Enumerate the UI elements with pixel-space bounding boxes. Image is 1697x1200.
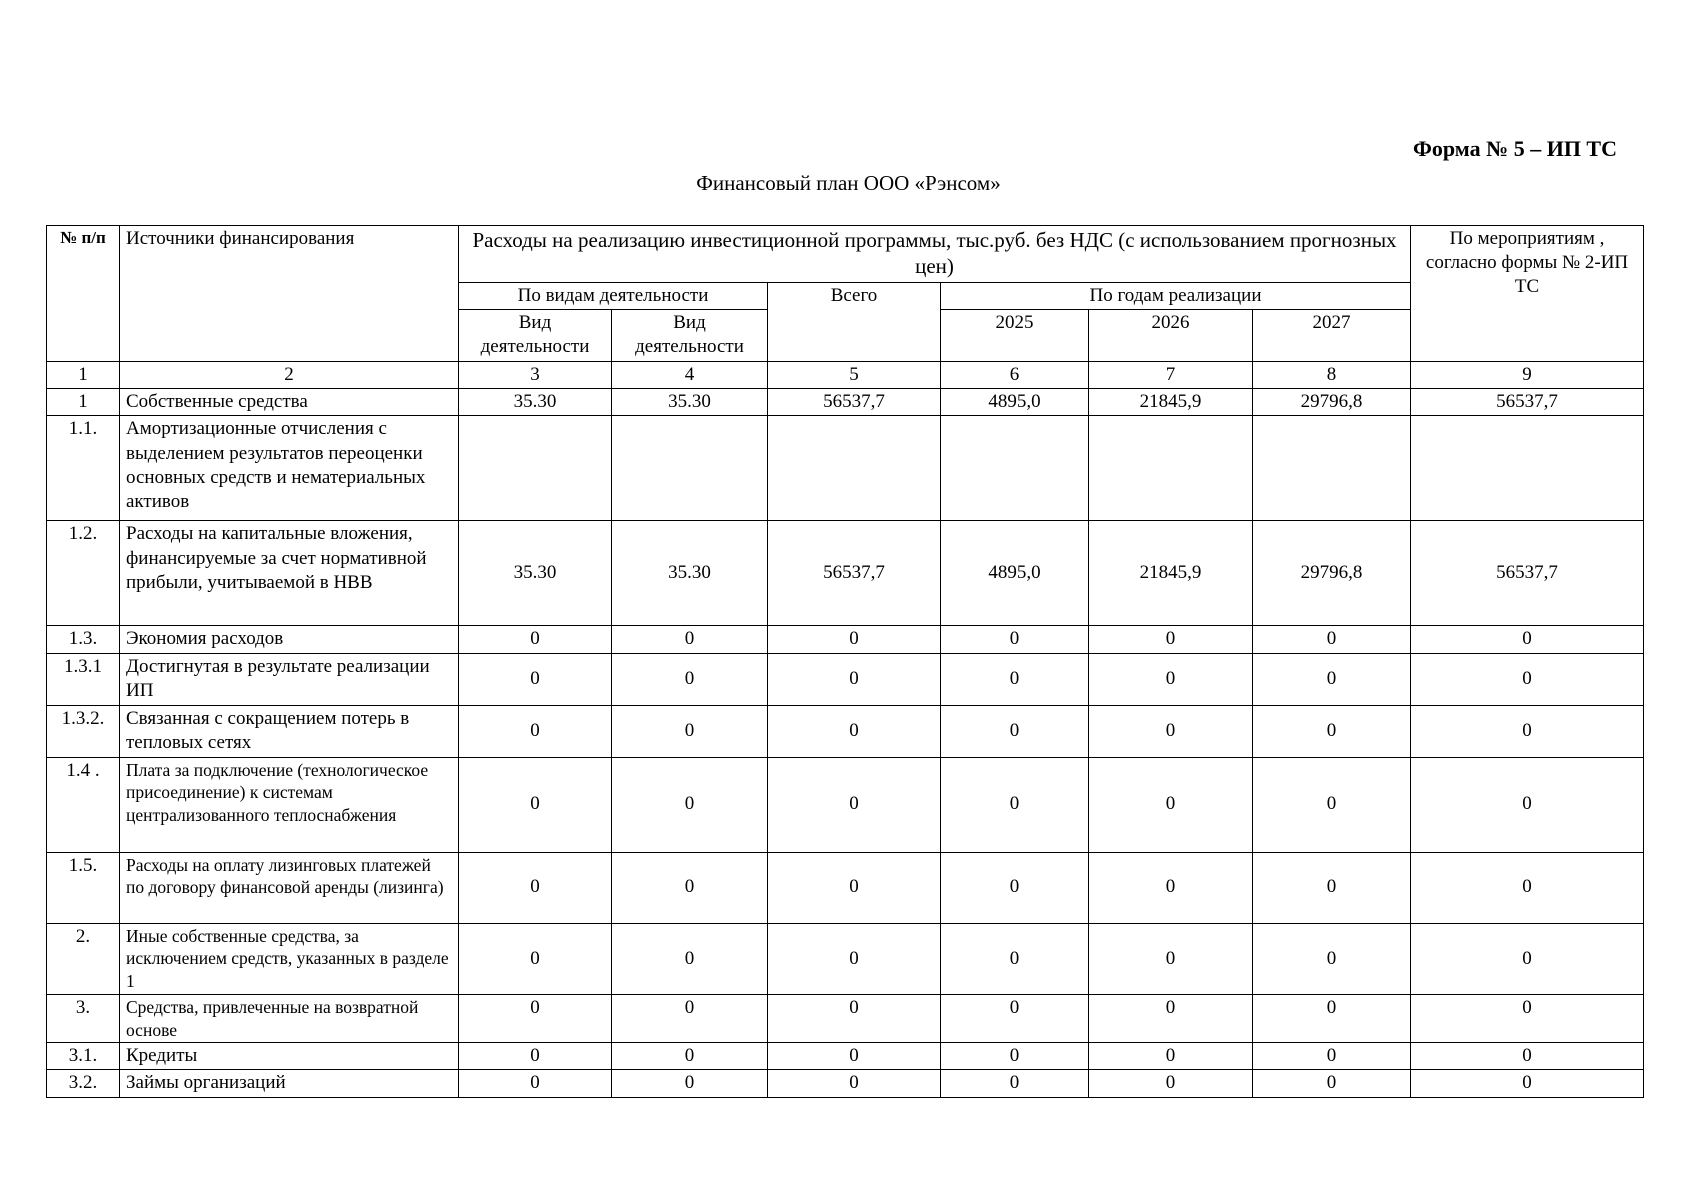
- row-value: 0: [1089, 852, 1253, 923]
- table-row: [47, 852, 1644, 923]
- table-row: [47, 757, 1644, 852]
- row-value: 0: [768, 852, 941, 923]
- row-num: 3.1.: [47, 1043, 120, 1070]
- header-year-2025: 2025: [941, 310, 1089, 362]
- table-row: [47, 994, 1644, 1043]
- row-value: 4895,0: [941, 521, 1089, 626]
- row-value: 0: [1253, 1070, 1411, 1097]
- row-value: 0: [1089, 994, 1253, 1043]
- col-number: 4: [612, 362, 768, 389]
- row-value: 35.30: [612, 521, 768, 626]
- row-name: Связанная с сокращением потерь в тепловых сетях: [120, 705, 459, 757]
- row-value: [768, 416, 941, 521]
- table-row: [47, 416, 1644, 521]
- col-number: 1: [47, 362, 120, 389]
- row-value: 0: [768, 1070, 941, 1097]
- row-value: 0: [768, 994, 941, 1043]
- row-value: [1411, 416, 1644, 521]
- row-value: 0: [1089, 1070, 1253, 1097]
- table-row: [47, 923, 1644, 994]
- row-value: 29796,8: [1253, 389, 1411, 416]
- financial-plan-table: [46, 225, 1644, 1098]
- row-name: Собственные средства: [120, 389, 459, 416]
- header-sources: Источники финансирования: [120, 226, 459, 362]
- row-value: 0: [459, 757, 612, 852]
- row-num: 3.: [47, 994, 120, 1043]
- col-number: 7: [1089, 362, 1253, 389]
- row-value: 0: [941, 852, 1089, 923]
- row-value: 0: [941, 923, 1089, 994]
- row-value: 0: [459, 923, 612, 994]
- header-by-years: По годам реализации: [941, 283, 1411, 310]
- row-value: 0: [1253, 852, 1411, 923]
- header-year-2027: 2027: [1253, 310, 1411, 362]
- row-value: 0: [459, 852, 612, 923]
- row-name: Иные собственные средства, за исключением средств, указанных в разделе 1: [120, 923, 459, 994]
- row-num: 1: [47, 389, 120, 416]
- header-year-2026: 2026: [1089, 310, 1253, 362]
- table-row: [47, 521, 1644, 626]
- row-value: 0: [1411, 705, 1644, 757]
- table-row: [47, 389, 1644, 416]
- row-value: [459, 416, 612, 521]
- row-value: 56537,7: [1411, 389, 1644, 416]
- row-value: 0: [768, 653, 941, 705]
- row-value: 0: [941, 1070, 1089, 1097]
- row-value: 0: [1411, 1070, 1644, 1097]
- row-value: 0: [1253, 653, 1411, 705]
- row-name: Расходы на оплату лизинговых платежей по договору финансовой аренды (лизинга): [120, 852, 459, 923]
- row-value: 0: [1411, 852, 1644, 923]
- table-row: [47, 1070, 1644, 1097]
- row-value: 0: [612, 757, 768, 852]
- form-number-label: Форма № 5 – ИП ТС: [1412, 136, 1617, 161]
- row-value: 0: [768, 1043, 941, 1070]
- row-value: 0: [612, 626, 768, 653]
- row-value: 0: [459, 705, 612, 757]
- row-value: 0: [1411, 653, 1644, 705]
- row-value: 35.30: [459, 389, 612, 416]
- row-value: 21845,9: [1089, 389, 1253, 416]
- row-value: [612, 416, 768, 521]
- row-value: 35.30: [612, 389, 768, 416]
- row-value: 0: [768, 705, 941, 757]
- header-total: Всего: [768, 283, 941, 362]
- row-value: 0: [1253, 1043, 1411, 1070]
- page-title: Финансовый план ООО «Рэнсом»: [696, 171, 1001, 195]
- row-name: Средства, привлеченные на возвратной основе: [120, 994, 459, 1043]
- row-value: [1089, 416, 1253, 521]
- row-value: 0: [1089, 757, 1253, 852]
- header-activity-1: Вид деятельности: [459, 310, 612, 362]
- row-name: Достигнутая в результате реализации ИП: [120, 653, 459, 705]
- row-value: 0: [1089, 626, 1253, 653]
- row-value: 0: [1411, 994, 1644, 1043]
- row-num: 1.3.: [47, 626, 120, 653]
- row-value: 0: [941, 994, 1089, 1043]
- col-number: 6: [941, 362, 1089, 389]
- row-num: 1.1.: [47, 416, 120, 521]
- table-row: [47, 653, 1644, 705]
- row-name: Экономия расходов: [120, 626, 459, 653]
- table-row: [47, 626, 1644, 653]
- row-value: 56537,7: [1411, 521, 1644, 626]
- row-name: Расходы на капитальные вложения, финансируемые за счет нормативной прибыли, учитываемой в НВВ: [120, 521, 459, 626]
- row-value: 0: [612, 923, 768, 994]
- row-value: 0: [768, 923, 941, 994]
- row-value: 0: [941, 653, 1089, 705]
- header-num: № п/п: [47, 226, 120, 362]
- col-number: 3: [459, 362, 612, 389]
- row-name: Плата за подключение (технологическое присоединение) к системам централизованного теплоснабжения: [120, 757, 459, 852]
- row-value: 0: [612, 653, 768, 705]
- row-value: 21845,9: [1089, 521, 1253, 626]
- row-value: 0: [612, 1070, 768, 1097]
- row-num: 3.2.: [47, 1070, 120, 1097]
- row-name: Займы организаций: [120, 1070, 459, 1097]
- row-num: 1.3.1: [47, 653, 120, 705]
- row-value: 0: [1253, 923, 1411, 994]
- row-value: 0: [1253, 626, 1411, 653]
- row-value: 0: [1089, 923, 1253, 994]
- row-value: 0: [768, 757, 941, 852]
- row-value: 0: [1253, 705, 1411, 757]
- row-num: 1.4 .: [47, 757, 120, 852]
- header-expenses: Расходы на реализацию инвестиционной программы, тыс.руб. без НДС (с использованием прогнозных цен): [459, 226, 1411, 283]
- row-value: 0: [612, 705, 768, 757]
- col-number: 5: [768, 362, 941, 389]
- row-value: 0: [1253, 757, 1411, 852]
- row-value: 0: [941, 757, 1089, 852]
- row-value: 0: [1411, 1043, 1644, 1070]
- row-value: 0: [1089, 1043, 1253, 1070]
- table-row: [47, 1043, 1644, 1070]
- row-value: 56537,7: [768, 521, 941, 626]
- row-value: 0: [459, 1070, 612, 1097]
- header-activity-2: Вид деятельности: [612, 310, 768, 362]
- row-value: 35.30: [459, 521, 612, 626]
- row-value: 0: [612, 994, 768, 1043]
- row-value: 56537,7: [768, 389, 941, 416]
- row-value: 0: [1411, 757, 1644, 852]
- row-value: 4895,0: [941, 389, 1089, 416]
- row-value: 0: [768, 626, 941, 653]
- row-value: 0: [459, 994, 612, 1043]
- row-num: 1.5.: [47, 852, 120, 923]
- row-value: 0: [941, 626, 1089, 653]
- row-name: Кредиты: [120, 1043, 459, 1070]
- col-number: 2: [120, 362, 459, 389]
- row-name: Амортизационные отчисления с выделением результатов переоценки основных средств и нематериальных активов: [120, 416, 459, 521]
- row-value: 0: [459, 653, 612, 705]
- row-value: 0: [1089, 705, 1253, 757]
- col-number: 9: [1411, 362, 1644, 389]
- row-value: 0: [459, 1043, 612, 1070]
- row-value: [1253, 416, 1411, 521]
- row-num: 2.: [47, 923, 120, 994]
- row-value: 0: [1411, 923, 1644, 994]
- col-number: 8: [1253, 362, 1411, 389]
- row-value: 0: [1253, 994, 1411, 1043]
- row-value: 0: [941, 705, 1089, 757]
- row-value: 0: [459, 626, 612, 653]
- row-num: 1.3.2.: [47, 705, 120, 757]
- row-value: 0: [612, 852, 768, 923]
- table-row: [47, 705, 1644, 757]
- row-num: 1.2.: [47, 521, 120, 626]
- row-value: 0: [612, 1043, 768, 1070]
- row-value: 0: [1411, 626, 1644, 653]
- row-value: 29796,8: [1253, 521, 1411, 626]
- row-value: [941, 416, 1089, 521]
- row-value: 0: [941, 1043, 1089, 1070]
- row-value: 0: [1089, 653, 1253, 705]
- header-by-activity: По видам деятельности: [459, 283, 768, 310]
- header-measures: По мероприятиям , согласно формы № 2-ИП ТС: [1411, 226, 1644, 362]
